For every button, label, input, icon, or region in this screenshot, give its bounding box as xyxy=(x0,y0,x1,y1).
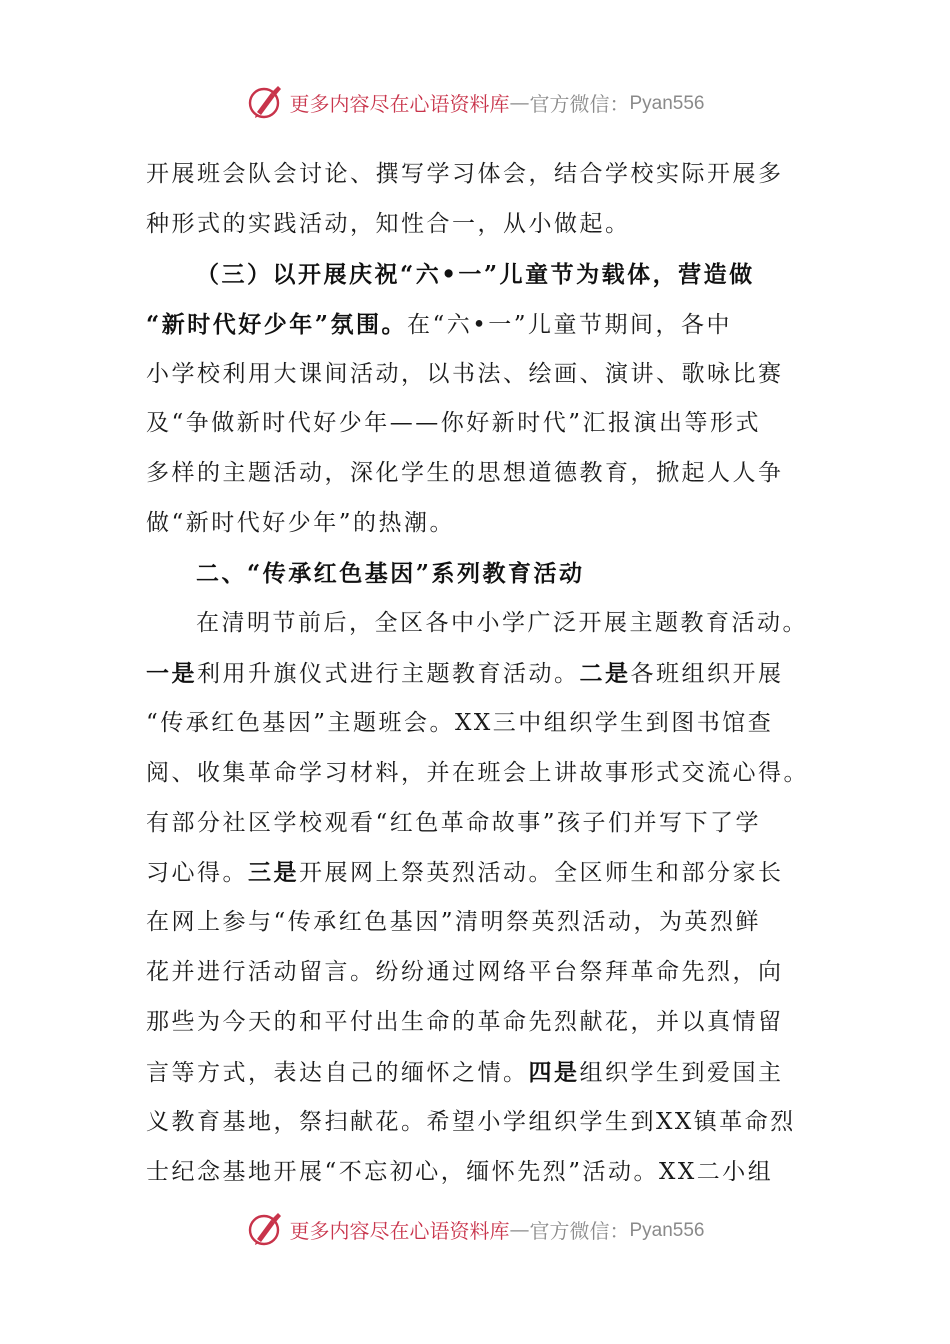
text-run: 及“争做新时代好少年——你好新时代”汇报演出等形式 xyxy=(146,410,762,437)
wechat-id: Pyan556 xyxy=(629,1219,705,1241)
text-line xyxy=(146,499,806,549)
bold-text-run: 二是 xyxy=(579,659,631,687)
text-line xyxy=(146,649,806,699)
text-run: 言等方式，表达自己的缅怀之情。 xyxy=(146,1060,529,1087)
text-line xyxy=(146,250,806,300)
text-line xyxy=(146,1098,806,1148)
text-line xyxy=(146,549,806,599)
text-line xyxy=(146,848,806,898)
text-run: 在“六•一”儿童节期间，各中 xyxy=(406,311,733,338)
text-run: 在网上参与“传承红色基因”清明祭英烈活动，为英烈鲜 xyxy=(146,909,762,936)
bold-text-run: 一是 xyxy=(146,659,197,687)
text-line xyxy=(146,449,806,499)
pen-logo-icon xyxy=(245,82,285,122)
bold-text-run: 二、“传承红色基因”系列教育活动 xyxy=(196,560,585,588)
text-run: 花并进行活动留言。纷纷通过网络平台祭拜革命先烈，向 xyxy=(146,959,784,986)
footer-watermark-banner xyxy=(0,1207,950,1251)
banner-gray-text: 官方微信： xyxy=(529,1218,630,1243)
text-run: 习心得。 xyxy=(146,860,248,887)
text-run: 各班组织开展 xyxy=(630,660,784,687)
text-line xyxy=(146,699,806,749)
text-line xyxy=(146,948,806,998)
text-run: 种形式的实践活动，知性合一，从小做起。 xyxy=(146,210,631,237)
bold-text-run: “新时代好少年”氛围。 xyxy=(146,310,407,338)
text-run: 做“新时代好少年”的热潮。 xyxy=(146,510,456,537)
text-run: 组织学生到爱国主 xyxy=(579,1060,784,1087)
pen-logo-icon xyxy=(245,1209,285,1249)
text-line xyxy=(146,799,806,849)
header-watermark-banner xyxy=(0,80,950,124)
document-body xyxy=(146,150,809,1198)
text-run: “传承红色基因”主题班会。XX三中组织学生到图书馆查 xyxy=(146,709,774,736)
wechat-id: Pyan556 xyxy=(629,92,705,114)
text-line xyxy=(146,1148,806,1198)
text-line xyxy=(146,200,806,250)
text-run: 那些为今天的和平付出生命的革命先烈献花，并以真情留 xyxy=(146,1009,784,1036)
bold-text-run: 三是 xyxy=(248,859,299,887)
text-run: 多样的主题活动，深化学生的思想道德教育，掀起人人争 xyxy=(146,460,784,487)
text-run: 义教育基地，祭扫献花。希望小学组织学生到XX镇革命烈 xyxy=(146,1108,796,1135)
text-run: 在清明节前后，全区各中小学广泛开展主题教育活动。 xyxy=(196,610,808,637)
text-run: 开展班会队会讨论、撰写学习体会，结合学校实际开展多 xyxy=(146,161,784,187)
text-line xyxy=(146,300,806,350)
bold-text-run: （三）以开展庆祝“六•一”儿童节为载体，营造做 xyxy=(196,260,755,288)
banner-red-text: 更多内容尽在心语资料库 xyxy=(289,91,510,116)
text-run: 利用升旗仪式进行主题教育活动。 xyxy=(197,660,580,687)
text-line xyxy=(146,599,806,649)
text-line xyxy=(146,749,809,799)
banner-dash: — xyxy=(509,1217,530,1241)
text-run: 有部分社区学校观看“红色革命故事”孩子们并写下了学 xyxy=(146,809,762,836)
text-line xyxy=(146,350,806,400)
banner-red-text: 更多内容尽在心语资料库 xyxy=(289,1218,510,1243)
banner-gray-text: 官方微信： xyxy=(529,91,630,116)
text-run: 小学校利用大课间活动，以书法、绘画、演讲、歌咏比赛 xyxy=(146,360,784,387)
text-run: 阅、收集革命学习材料，并在班会上讲故事形式交流心得。 xyxy=(146,759,809,786)
text-line xyxy=(146,150,806,200)
text-line xyxy=(146,1048,806,1098)
banner-dash: — xyxy=(509,90,530,114)
text-line xyxy=(146,898,806,948)
text-line xyxy=(146,399,806,449)
text-line xyxy=(146,998,806,1048)
text-run: 士纪念基地开展“不忘初心，缅怀先烈”活动。XX二小组 xyxy=(146,1158,774,1185)
bold-text-run: 四是 xyxy=(528,1059,580,1087)
text-run: 开展网上祭英烈活动。全区师生和部分家长 xyxy=(299,860,784,887)
